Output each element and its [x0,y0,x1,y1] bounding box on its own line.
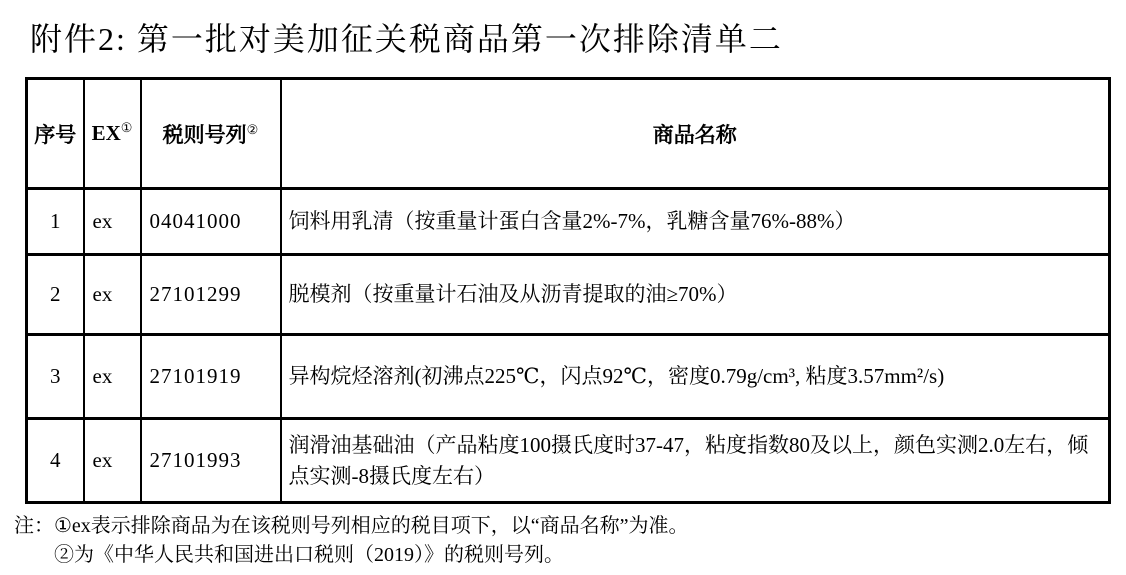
table-row [27,335,1110,419]
page-title: 附件2: 第一批对美加征关税商品第一次排除清单二 [30,21,783,57]
ex-cell: ex [84,335,141,419]
header-ex [84,79,141,189]
product-name-cell: 异构烷烃溶剂(初沸点225℃，闪点92℃，密度0.79g/cm³, 粘度3.57mm²/s) [281,335,1110,419]
row-index-cell: 1 [27,189,84,255]
header-index-label: 序号 [34,122,77,147]
tariff-code-cell: 27101299 [141,255,281,335]
tariff-code-cell: 27101993 [141,419,281,503]
exclusion-list-table [25,77,1111,504]
row-index-cell: 2 [27,255,84,335]
header-product-name-label: 商品名称 [652,122,737,147]
footnote-2: ②为《中华人民共和国进出口税则（2019）》的税则号列。 [54,544,564,566]
header-ex-label: EX [91,121,121,145]
header-tariff-code-label: 税则号列 [162,122,247,147]
tariff-code-cell: 04041000 [141,189,281,255]
header-tariff-code [141,79,281,189]
ex-cell: ex [84,419,141,503]
footnotes [14,512,1114,570]
table-row [27,255,1110,335]
header-index [27,79,84,189]
header-ex-footnote-mark: ① [120,120,133,135]
footnotes-items [54,512,1114,570]
row-index-cell: 4 [27,419,84,503]
header-tariff-code-footnote-mark: ② [246,121,259,137]
product-name-cell: 润滑油基础油（产品粘度100摄氏度时37-47，粘度指数80及以上，颜色实测2.0左右，倾点实测-8摄氏度左右） [281,419,1110,503]
table-row [27,419,1110,503]
ex-cell: ex [84,255,141,335]
table-row [27,189,1110,255]
product-name-cell: 脱模剂（按重量计石油及从沥青提取的油≥70%） [281,255,1110,335]
table-header-row [27,79,1110,189]
ex-cell: ex [84,189,141,255]
footnote-1: ①ex表示排除商品为在该税则号列相应的税目项下，以“商品名称”为准。 [54,515,689,537]
row-index-cell: 3 [27,335,84,419]
product-name-cell: 饲料用乳清（按重量计蛋白含量2%-7%，乳糖含量76%-88%） [281,189,1110,255]
header-product-name [281,79,1110,189]
tariff-code-cell: 27101919 [141,335,281,419]
footnotes-prefix: 注： [14,515,54,537]
